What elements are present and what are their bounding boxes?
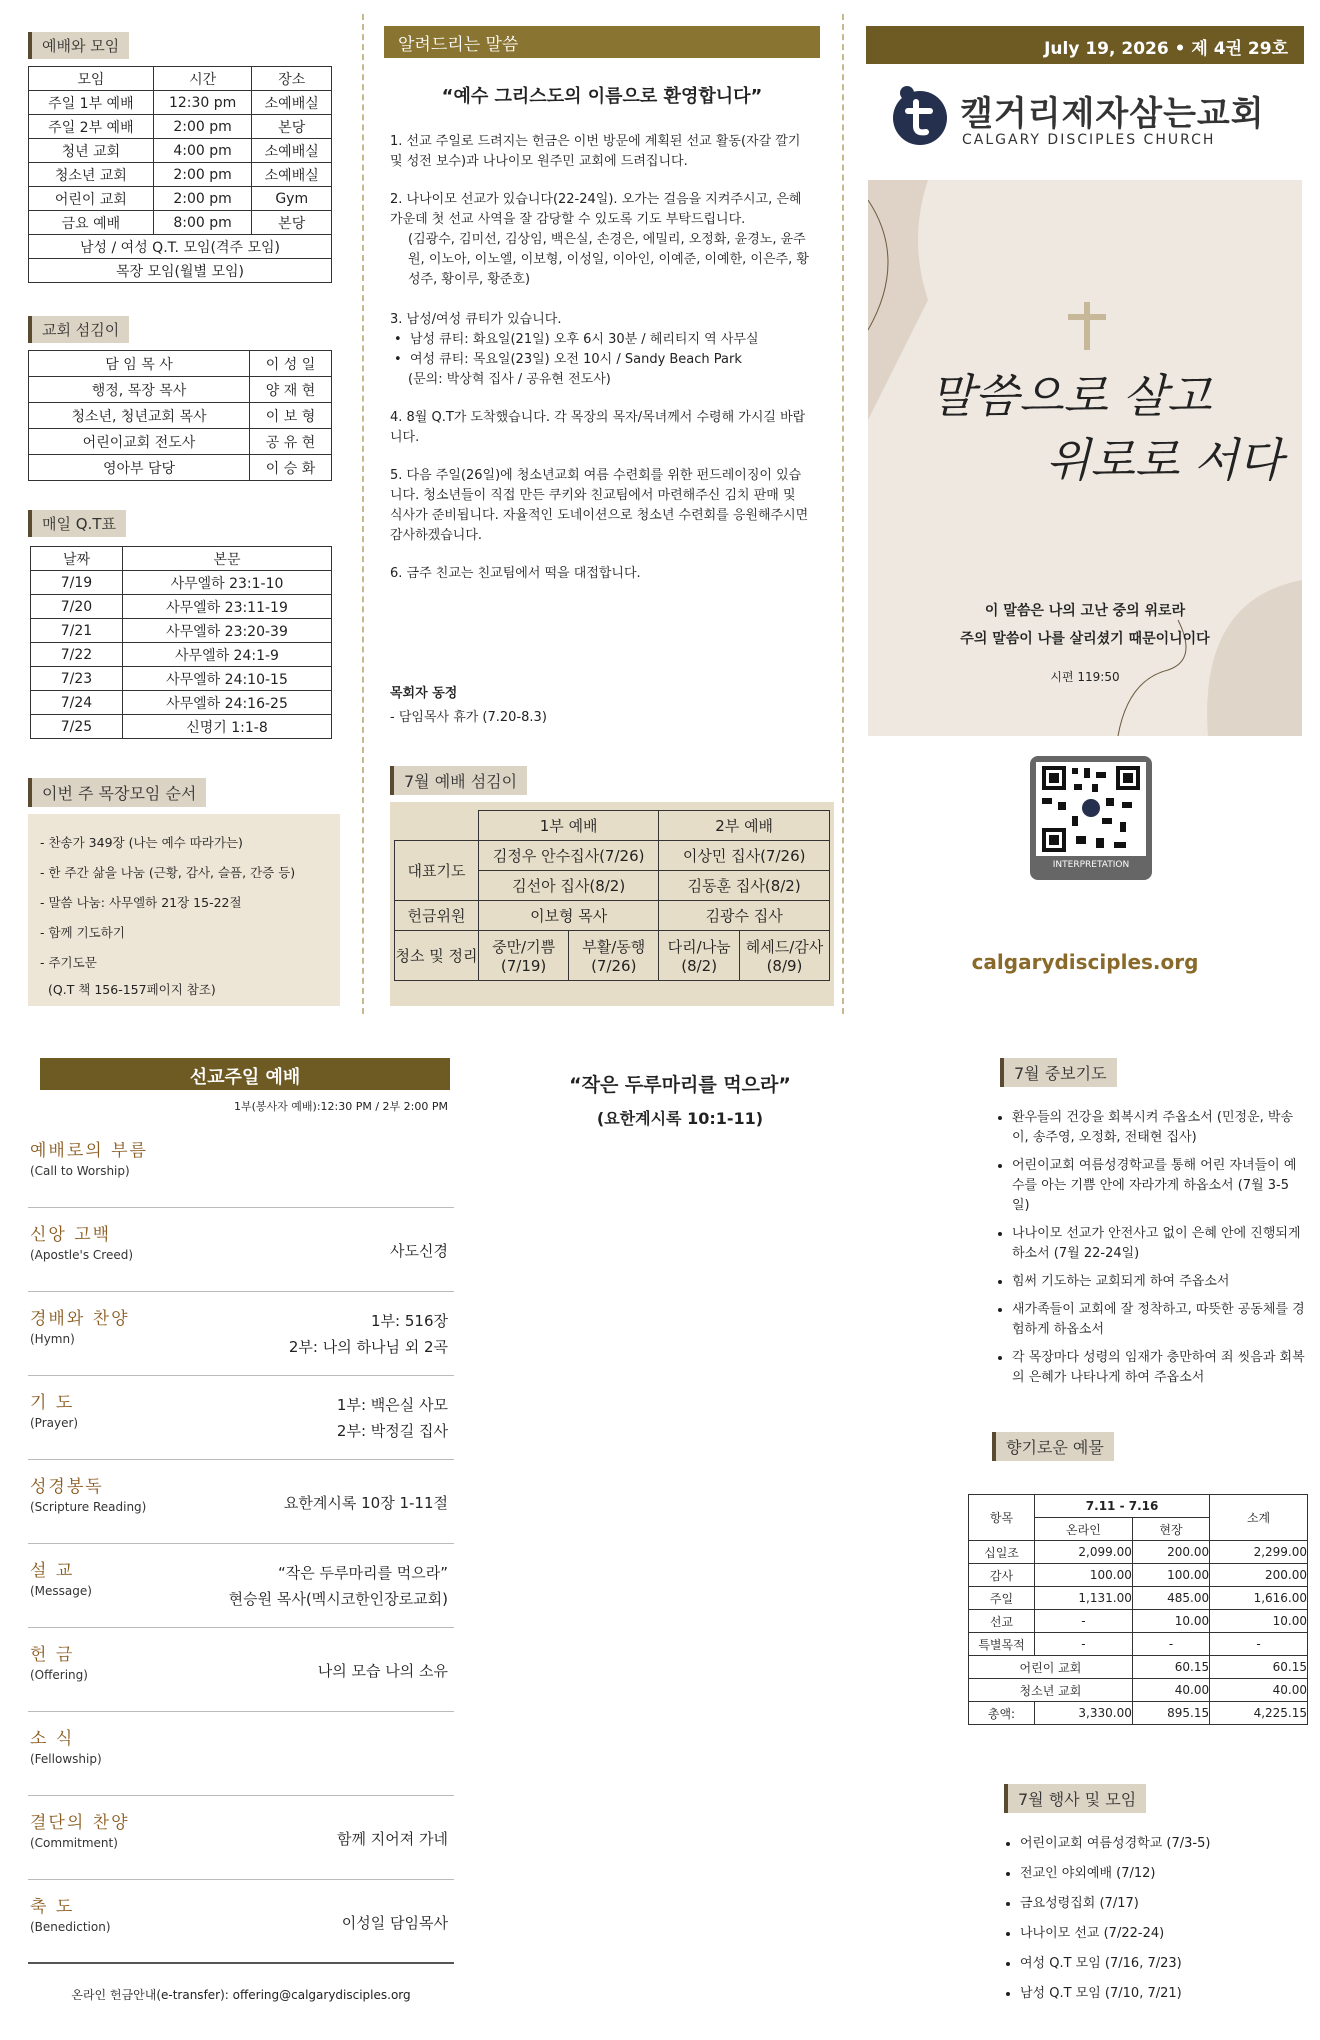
list-item: • 환우들의 건강을 회복시켜 주옵소서 (민정운, 박송이, 송주영, 오정화, 전태현 집사) [1012,1108,1306,1148]
issue-number: 제 4권 29호 [1191,39,1288,59]
table-row: 선교 - 10.00 10.00 [969,1610,1308,1633]
table-header: 장소 [252,67,332,91]
worship-item: 예배로의 부름 (Call to Worship) [28,1126,454,1208]
mokjang-note: (Q.T 책 156-157페이지 참조) [48,982,216,997]
table-row: 행정, 목장 목사 양 재 현 [29,377,332,403]
list-item: • 나나이모 선교 (7/22-24) [1020,1924,1304,1944]
list-item: • 각 목장마다 성령의 임재가 충만하여 죄 씻음과 회복의 은혜가 나타나게 하여 주옵소서 [1012,1348,1306,1388]
list-item: • 어린이교회 여름성경학교를 통해 어린 자녀들이 예수를 아는 기쁨 안에 자라가게 하옵소서 (7월 3-5일) [1012,1156,1306,1216]
table-row: 청년 교회 4:00 pm 소예배실 [29,139,332,163]
notice-qt-contact: (문의: 박상혁 집사 / 공유현 전도사) [408,372,611,387]
table-header: 본문 [123,547,332,571]
worship-item: 축 도 (Benediction) 이성일 담임목사 [28,1882,454,1964]
list-item: • 나나이모 선교가 안전사고 없이 은혜 안에 진행되게 하소서 (7월 22-24일) [1012,1224,1306,1264]
section-title-events: 7월 행사 및 모임 [1004,1784,1146,1813]
sermon-title: “작은 두루마리를 먹으라” [569,1074,791,1096]
worship-item: 설 교 (Message) “작은 두루마리를 먹으라” 현승원 목사(멕시코한인장로교회) [28,1546,454,1628]
table-row: 어린이교회 전도사 공 유 현 [29,429,332,455]
list-item: - 찬송가 349장 (나는 예수 따라가는) [40,835,243,850]
worship-item: 신앙 고백 (Apostle's Creed) 사도신경 [28,1210,454,1292]
table-header: 현장 [1132,1518,1209,1541]
table-row: 청소년 교회 2:00 pm 소예배실 [29,163,332,187]
pastor-news: - 담임목사 휴가 (7.20-8.3) [390,710,547,725]
table-row: 남성 / 여성 Q.T. 모임(격주 모임) [29,235,332,259]
list-item: • 어린이교회 여름성경학교 (7/3-5) [1020,1834,1304,1854]
list-item: • 금요성령집회 (7/17) [1020,1894,1304,1914]
welcome-heading: “예수 그리스도의 이름으로 환영합니다” [441,86,763,107]
list-item: - 함께 기도하기 [40,925,125,940]
notice-item: 2. 나나이모 선교가 있습니다(22-24일). 오가는 걸음을 지켜주시고, 은혜 가운데 첫 선교 사역을 잘 감당할 수 있도록 기도 부탁드립니다. [390,192,802,227]
church-name-en: CALGARY DISCIPLES CHURCH [962,132,1216,148]
table-row: 금요 예배 8:00 pm 본당 [29,211,332,235]
notice-names: (김광수, 김미선, 김상임, 백은실, 손경은, 에밀리, 오정화, 윤경노, 윤주원, 이노아, 이노엘, 이보형, 이성일, 이아인, 이예준, 이예한, 이은주, 황성주, 황이루, 황준호) [408,232,809,287]
table-header: 항목 [969,1495,1035,1541]
list-item: • 남성 Q.T 모임 (7/10, 7/21) [1020,1984,1304,2004]
mokjang-box [28,814,340,1006]
issue-bar: July 19, 2026 • 제 4권 29호 [866,26,1304,64]
worship-item: 성경봉독 (Scripture Reading) 요한계시록 10장 1-11절 [28,1462,454,1544]
table-row: 청소 및 정리 중만/기쁨 (7/19) 부활/동행 (7/26) 다리/나눔 (8/2) 헤세드/감사 (8/9) [395,931,830,981]
notice-item: 5. 다음 주일(26일)에 청소년교회 여름 수련회를 위한 펀드레이징이 있습니다. 청소년들이 직접 만든 쿠키와 친교팀에서 마련해주신 김치 판매 및 식사가 준비됩니다. 자율적인 도네이션으로 청소년 수련회를 응원해주시면 감사하겠습니다. [390,468,809,543]
table-row: 7/20 사무엘하 23:11-19 [31,595,332,619]
worship-item: 결단의 찬양 (Commitment) 함께 지어져 가네 [28,1798,454,1880]
table-header: 모임 [29,67,154,91]
cover-verse-ref: 시편 119:50 [1050,670,1120,684]
section-title-mokjang: 이번 주 목장모임 순서 [28,778,206,807]
worship-item: 경배와 찬양 (Hymn) 1부: 516장 2부: 나의 하나님 외 2곡 [28,1294,454,1376]
prayer-list [996,1108,1306,1396]
table-row: 7/24 사무엘하 24:16-25 [31,691,332,715]
july-service-table: 1부 예배 2부 예배 대표기도 김정우 안수집사(7/26) 이상민 집사(7/26) 김선아 집사(8/2) 김동훈 집사(8/2) 헌금위원 이보형 목사 김광수 집사 청소 및 정리 중만/기쁨 (7/19) 부활/동행 (7/26) 다리/나눔 (8/2) 헤세드/감사 (8/9) [394,810,830,981]
july-service-box [390,802,834,1006]
worship-item: 헌 금 (Offering) 나의 모습 나의 소유 [28,1630,454,1712]
list-item: • 새가족들이 교회에 잘 정착하고, 따뜻한 공동체를 경험하게 하옵소서 [1012,1300,1306,1340]
table-header: 시간 [153,67,252,91]
notice-item: 4. 8월 Q.T가 도착했습니다. 각 목장의 목자/목녀께서 수령해 가시길 바랍니다. [390,410,806,445]
table-row: 주일 2부 예배 2:00 pm 본당 [29,115,332,139]
table-row: 7/21 사무엘하 23:20-39 [31,619,332,643]
issue-date: July 19, 2026 [1044,39,1169,59]
table-row: 청소년 교회 40.00 40.00 [969,1679,1308,1702]
table-row: 청소년, 청년교회 목사 이 보 형 [29,403,332,429]
cover-verse-2: 주의 말씀이 나를 살리셨기 때문이니이다 [960,631,1210,647]
table-row: 주일 1부 예배 12:30 pm 소예배실 [29,91,332,115]
table-row: 7/22 사무엘하 24:1-9 [31,643,332,667]
section-title-july-service: 7월 예배 섬김이 [390,766,527,795]
website-link[interactable]: calgarydisciples.org [971,950,1199,974]
section-title-notices: 알려드리는 말씀 [384,26,820,58]
church-logo-icon [892,84,948,146]
section-title-worship-times: 예배와 모임 [28,32,129,59]
table-row: 총액: 3,330.00 895.15 4,225.15 [969,1702,1308,1725]
section-title-prayer: 7월 중보기도 [1000,1058,1117,1087]
worship-times-table [28,66,332,283]
notice-qt-women: • 여성 큐티: 목요일(23일) 오전 10시 / Sandy Beach Park [394,352,742,367]
section-title-staff: 교회 섬김이 [28,316,129,343]
slogan-line-1: 말씀으로 살고 [930,369,1212,423]
table-row: 헌금위원 이보형 목사 김광수 집사 [395,901,830,931]
section-title-offering: 향기로운 예물 [992,1432,1114,1461]
column-divider [842,14,844,1014]
list-item: - 한 주간 삶을 나눔 (근황, 감사, 슬픔, 간증 등) [40,865,296,880]
offering-table [968,1494,1308,1725]
table-header: 소계 [1210,1495,1308,1541]
list-item: • 여성 Q.T 모임 (7/16, 7/23) [1020,1954,1304,1974]
pastor-news-title: 목회자 동정 [390,686,458,701]
list-item: - 말씀 나눔: 사무엘하 21장 15-22절 [40,895,242,910]
worship-item: 소 식 (Fellowship) [28,1714,454,1796]
cover-verse-1: 이 말씀은 나의 고난 중의 위로라 [984,603,1186,619]
church-name-ko: 캘거리제자삼는교회 [960,94,1265,134]
staff-table [28,350,332,481]
list-item: - 주기도문 [40,955,97,970]
column-divider [362,14,364,1014]
table-row: 영아부 담당 이 승 화 [29,455,332,481]
table-row: 어린이 교회 60.15 60.15 [969,1656,1308,1679]
notice-list [390,132,810,584]
table-row: 7/25 신명기 1:1-8 [31,715,332,739]
qr-label: INTERPRETATION [1052,860,1130,870]
table-row: 십일조 2,099.00 200.00 2,299.00 [969,1541,1308,1564]
qr-code-icon [1036,762,1146,856]
table-row: 7/23 사무엘하 24:10-15 [31,667,332,691]
table-header: 7.11 - 7.16 [1035,1495,1210,1518]
table-row: 어린이 교회 2:00 pm Gym [29,187,332,211]
notice-item: 6. 금주 친교는 친교팀에서 떡을 대접합니다. [390,566,641,581]
qr-code[interactable] [1030,756,1152,880]
sermon-reference: (요한계시록 10:1-11) [596,1109,764,1128]
list-item: • 전교인 야외예배 (7/12) [1020,1864,1304,1884]
list-item: • 힘써 기도하는 교회되게 하여 주옵소서 [1012,1272,1306,1292]
table-header: 날짜 [31,547,123,571]
table-row: 김선아 집사(8/2) 김동훈 집사(8/2) [395,871,830,901]
slogan-line-2: 위로로 서다 [1046,433,1283,487]
qt-table [30,546,332,739]
table-row: 대표기도 김정우 안수집사(7/26) 이상민 집사(7/26) [395,841,830,871]
table-row: 목장 모임(월별 모임) [29,259,332,283]
worship-order-title: 선교주일 예배 [40,1058,450,1090]
cover-art [868,180,1302,736]
notice-item: 3. 남성/여성 큐티가 있습니다. [390,312,562,327]
cross-icon [1084,302,1090,350]
table-row: 감사 100.00 100.00 200.00 [969,1564,1308,1587]
table-row: 담 임 목 사 이 성 일 [29,351,332,377]
events-list [1004,1834,1304,2014]
table-row: 특별목적 - - - [969,1633,1308,1656]
notice-qt-men: • 남성 큐티: 화요일(21일) 오후 6시 30분 / 헤리티지 역 사무실 [394,332,759,347]
table-header: 온라인 [1035,1518,1133,1541]
online-offering-info: 온라인 헌금안내(e-transfer): offering@calgarydisciples.org [71,1988,411,2002]
worship-item: 기 도 (Prayer) 1부: 백은실 사모 2부: 박정길 집사 [28,1378,454,1460]
table-row: 주일 1,131.00 485.00 1,616.00 [969,1587,1308,1610]
notice-item: 1. 선교 주일로 드려지는 헌금은 이번 방문에 계획된 선교 활동(자갈 깔기 및 성전 보수)과 나나이모 원주민 교회에 드려집니다. [390,134,801,169]
table-row: 7/19 사무엘하 23:1-10 [31,571,332,595]
worship-order-times: 1부(봉사자 예배):12:30 PM / 2부 2:00 PM [233,1100,448,1113]
section-title-qt: 매일 Q.T표 [28,510,126,537]
